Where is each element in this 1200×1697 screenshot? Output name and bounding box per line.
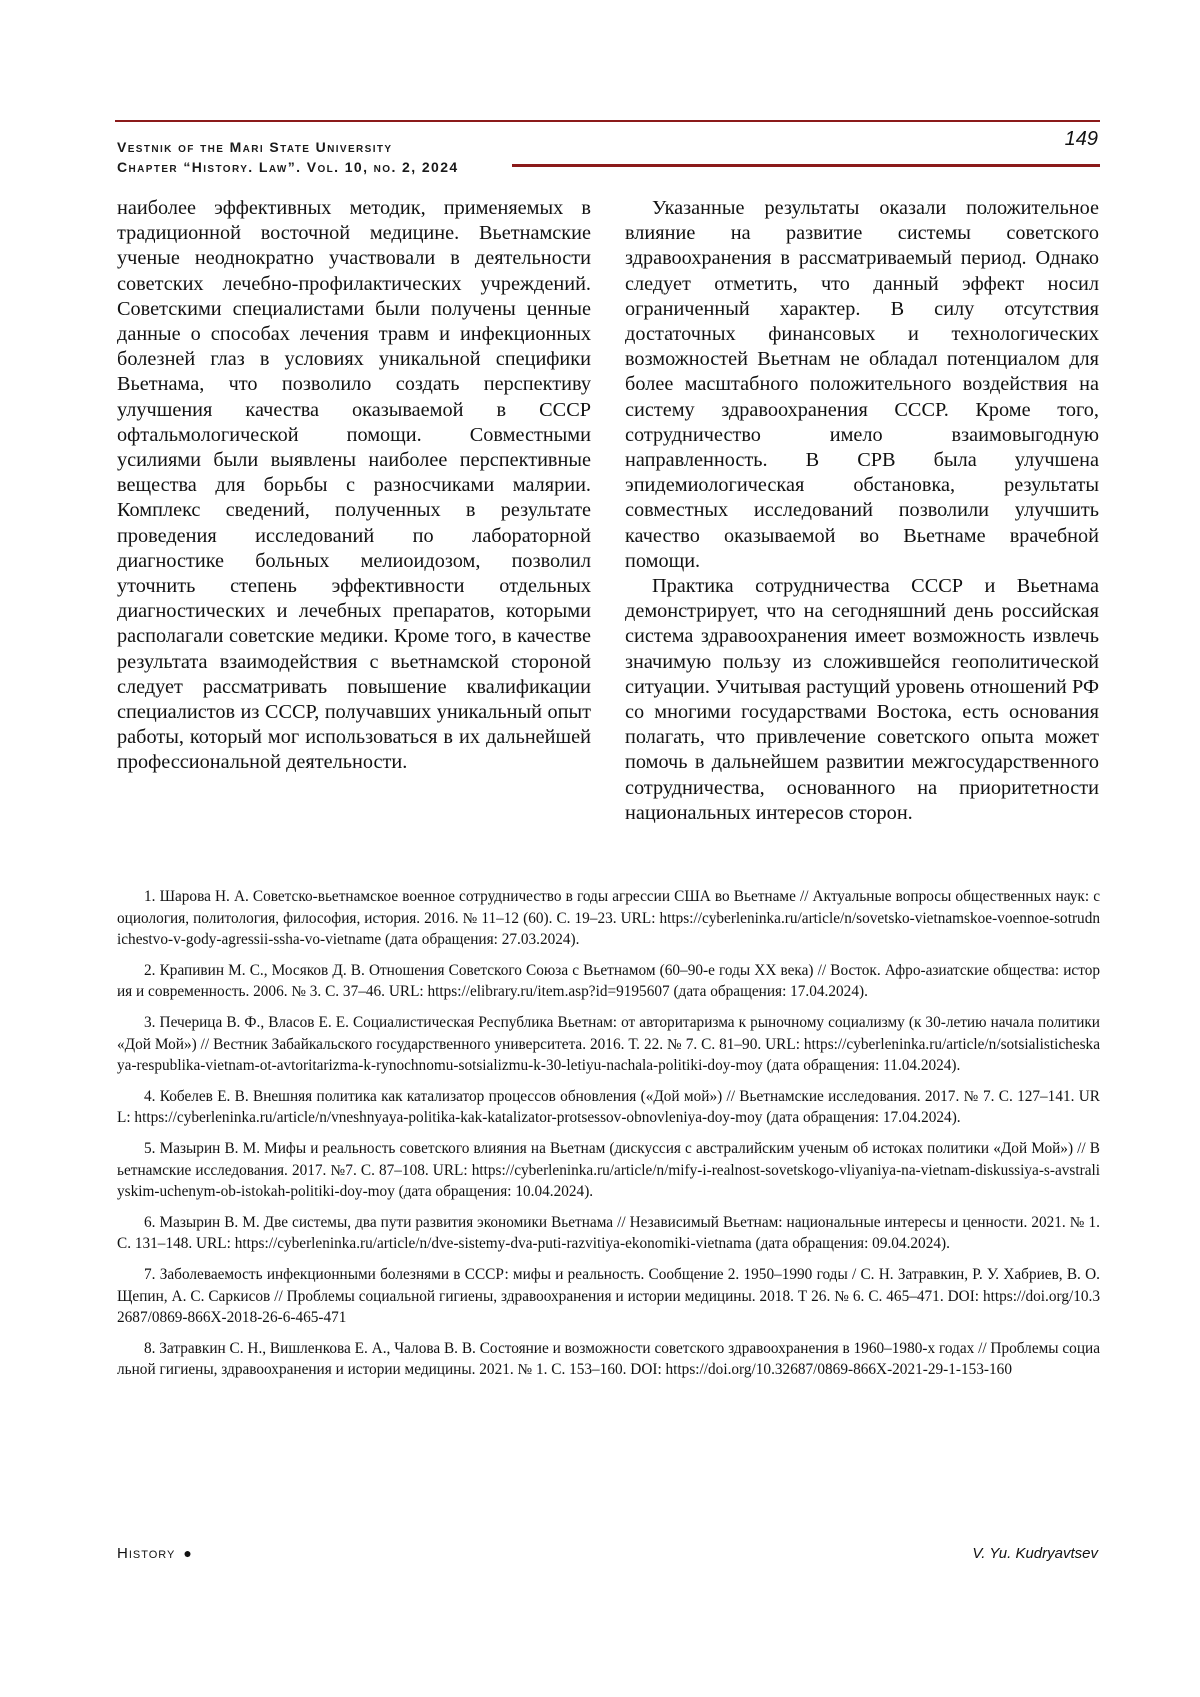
header-top-rule (115, 120, 1100, 122)
page-number: 149 (1064, 128, 1098, 150)
reference-item-7: 7. Заболеваемость инфекционными болезнями в СССР: мифы и реальность. Сообщение 2. 1950–1990 годы / С. Н. Затравкин, Р. У. Хабриев, В. О. Щепин, А. С. Саркисов // Проблемы социальной гигиены, здравоохранения и истории медицины. 2018. Т 26. № 6. С. 465–471. DOI: https://doi.org/10.32687/0869-866X-2018-26-6-465-471 (117, 1265, 1100, 1327)
right-paragraph-1: Указанные результаты оказали положительное влияние на развитие системы советского здравоохранения в рассматриваемый период. Однако следует отметить, что данный эффект носил ограниченный характер. В силу отсутствия достаточных финансовых и технологических возможностей Вьетнам не обладал потенциалом для более масштабного положительного воздействия на систему здравоохранения СССР. Кроме того, сотрудничество имело взаимовыгодную направленность. В СРВ была улучшена эпидемиологическая обстановка, результаты совместных исследований позволили улучшить качество оказываемой во Вьетнаме врачебной помощи. (625, 197, 1099, 572)
reference-item-8: 8. Затравкин С. Н., Вишленкова Е. А., Чалова В. В. Состояние и возможности советского здравоохранения в 1960–1980-х годах // Проблемы социальной гигиены, здравоохранения и истории медицины. 2021. № 1. С. 153–160. DOI: https://doi.org/10.32687/0869-866X-2021-29-1-153-160 (117, 1339, 1100, 1379)
journal-chapter-volume: Chapter “History. Law”. Vol. 10, no. 2, 2024 (117, 159, 459, 175)
journal-title: Vestnik of the Mari State University (117, 139, 393, 155)
header-bottom-rule (512, 164, 1100, 167)
journal-header (117, 137, 459, 177)
right-paragraph-2: Практика сотрудничества СССР и Вьетнама демонстрирует, что на сегодняшний день российская система здравоохранения имеет возможность извлечь значимую пользу из сложившейся геополитической ситуации. Учитывая растущий уровень отношений РФ со многими государствами Востока, есть основания полагать, что привлечение советского опыта может помочь в дальнейшем развитии межгосударственного сотрудничества, основанного на приоритетности национальных интересов сторон. (625, 575, 1099, 824)
reference-item-1: 1. Шарова Н. А. Советско-вьетнамское военное сотрудничество в годы агрессии США во Вьетнаме // Актуальные вопросы общественных наук: социология, политология, философия, история. 2016. № 11–12 (60). С. 19–23. URL: https://cyberleninka.ru/article/n/sovetsko-vietnamskoe-voennoe-sotrudnichestvo-v-gody-agressii-ssha-vo-vietname (дата обращения: 27.03.2024). (117, 888, 1100, 949)
left-column (117, 196, 591, 776)
right-column (625, 196, 1099, 826)
reference-list (117, 886, 1100, 1390)
footer-author: V. Yu. Kudryavtsev (972, 1545, 1098, 1562)
reference-item-5: 5. Мазырин В. М. Мифы и реальность советского влияния на Вьетнам (дискуссия с австралийским ученым об истоках политики «Дой Мой») // Вьетнамские исследования. 2017. №7. С. 87–108. URL: https://cyberleninka.ru/article/n/mify-i-realnost-sovetskogo-vliyaniya-na-vietnam-diskussiya-s-avstraliyskim-uchenym-ob-istokah-politiki-doy-moy (дата обращения: 10.04.2024). (117, 1139, 1100, 1201)
reference-item-2: 2. Крапивин М. С., Мосяков Д. В. Отношения Советского Союза с Вьетнамом (60–90-е годы XX века) // Восток. Афро-азиатские общества: история и современность. 2006. № 3. С. 37–46. URL: https://elibrary.ru/item.asp?id=9195607 (дата обращения: 17.04.2024). (117, 961, 1100, 1001)
footer-section (117, 1545, 193, 1562)
reference-item-6: 6. Мазырин В. М. Две системы, два пути развития экономики Вьетнама // Независимый Вьетнам: национальные интересы и ценности. 2021. № 1. С. 131–148. URL: https://cyberleninka.ru/article/n/dve-sistemy-dva-puti-razvitiya-ekonomiki-vietnama (дата обращения: 09.04.2024). (117, 1213, 1100, 1253)
left-paragraph-1: наиболее эффективных методик, применяемых в традиционной восточной медицине. Вьетнамские ученые неоднократно участвовали в деятельности советских лечебно-профилактических учреждений. Советскими специалистами были получены ценные данные о способах лечения травм и инфекционных болезней глаз в условиях уникальной специфики Вьетнама, что позволило создать перспективу улучшения качества оказываемой в СССР офтальмологической помощи. Совместными усилиями были выявлены наиболее перспективные вещества для борьбы с разносчиками малярии. Комплекс сведений, полученных в результате проведения исследований по лабораторной диагностике больных мелиоидозом, позволил уточнить степень эффективности отдельных диагностических и лечебных препаратов, которыми располагали советские медики. Кроме того, в качестве результата взаимодействия с вьетнамской стороной следует рассматривать повышение квалификации специалистов из СССР, получавших уникальный опыт работы, который мог использоваться в их дальнейшей профессиональной деятельности. (117, 197, 591, 774)
reference-item-4: 4. Кобелев Е. В. Внешняя политика как катализатор процессов обновления («Дой мой») // Вьетнамские исследования. 2017. № 7. С. 127–141. URL: https://cyberleninka.ru/article/n/vneshnyaya-politika-kak-katalizator-protsessov-obnovleniya-doy-moy (дата обращения: 17.04.2024). (117, 1087, 1100, 1127)
footer-bullet-icon: ● (183, 1545, 193, 1561)
footer-section-label: History (117, 1545, 176, 1562)
reference-item-3: 3. Печерица В. Ф., Власов Е. Е. Социалистическая Республика Вьетнам: от авторитаризма к рыночному социализму (к 30-летию начала политики «Дой Мой») // Вестник Забайкальского государственного университета. 2016. Т. 22. № 7. С. 81–90. URL: https://cyberleninka.ru/article/n/sotsialisticheskaya-respublika-vietnam-ot-avtoritarizma-k-rynochnomu-sotsializmu-k-30-letiyu-nachala-politiki-doy-moy (дата обращения: 11.04.2024). (117, 1013, 1100, 1075)
